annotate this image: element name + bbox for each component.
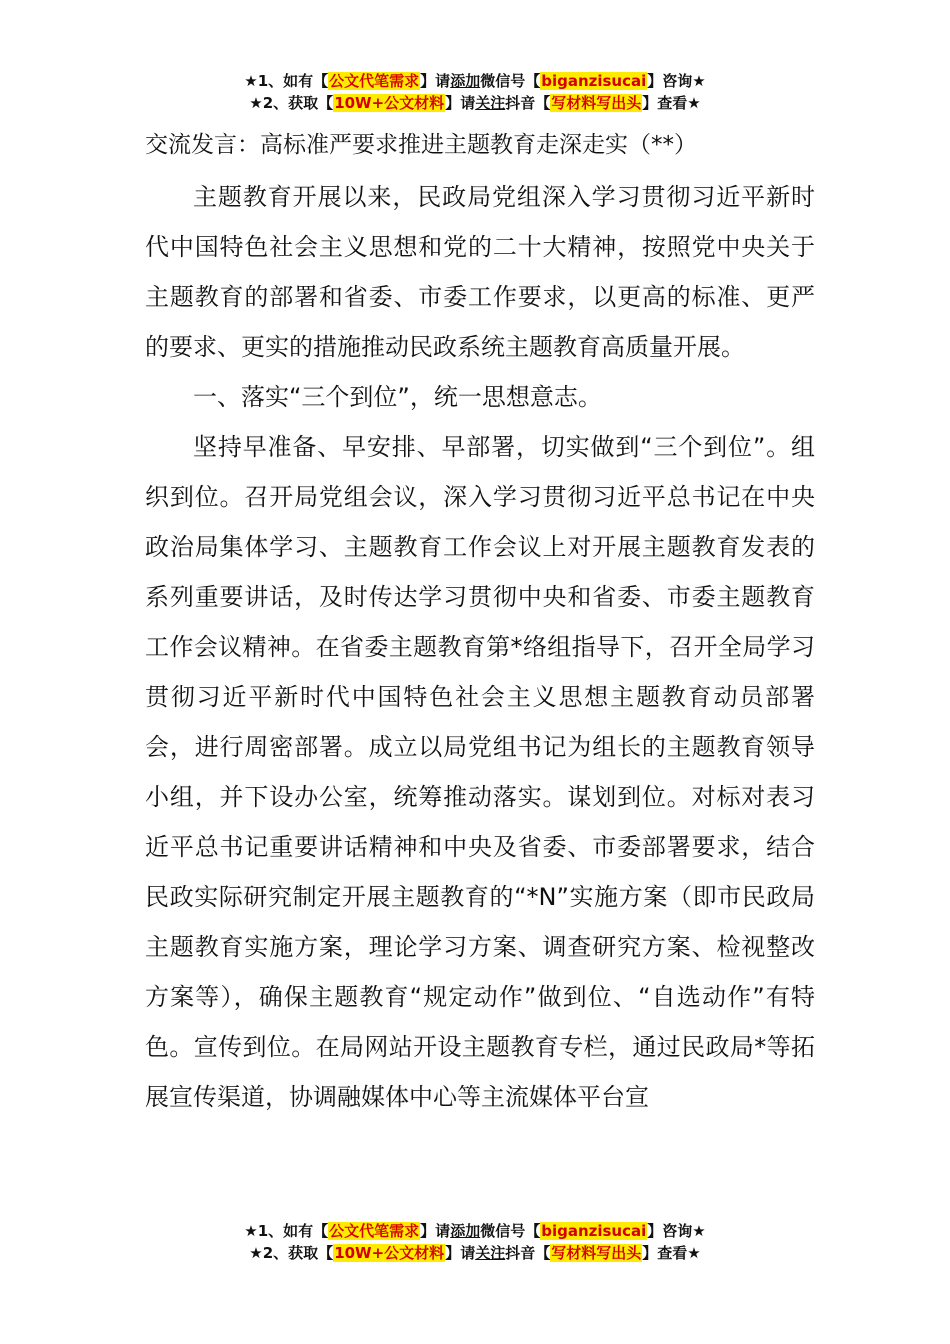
footer-promo-banner	[0, 1220, 950, 1264]
header-promo-banner	[0, 70, 950, 114]
promo-highlight: 10W+公文材料	[334, 94, 445, 112]
promo-highlight: biganzisucai	[541, 72, 647, 90]
promo-line-1	[0, 1220, 950, 1242]
paragraph-section-1: 坚持早准备、早安排、早部署，切实做到“三个到位”。组织到位。召开局党组会议，深入学习贯彻习近平总书记在中央政治局集体学习、主题教育工作会议上对开展主题教育发表的系列重要讲话，及时传达学习贯彻中央和省委、市委主题教育工作会议精神。在省委主题教育第*络组指导下，召开全局学习贯彻习近平新时代中国特色社会主义思想主题教育动员部署会，进行周密部署。成立以局党组书记为组长的主题教育领导小组，并下设办公室，统筹推动落实。谋划到位。对标对表习近平总书记重要讲话精神和中央及省委、市委部署要求，结合民政实际研究制定开展主题教育的“*N”实施方案（即市民政局主题教育实施方案，理论学习方案、调查研究方案、检视整改方案等），确保主题教育“规定动作”做到位、“自选动作”有特色。宣传到位。在局网站开设主题教育专栏，通过民政局*等拓展宣传渠道，协调融媒体中心等主流媒体平台宣	[145, 433, 815, 1111]
promo-highlight: 公文代笔需求	[329, 72, 420, 90]
promo-text: 】查看★	[642, 1244, 701, 1262]
promo-text: 】请	[420, 72, 451, 90]
promo-text: 微信号【	[480, 1222, 541, 1240]
promo-text: ★1、如有【	[244, 1222, 329, 1240]
promo-line-2	[0, 92, 950, 114]
promo-underline: 关注	[475, 1244, 506, 1262]
promo-text: ★2、获取【	[249, 94, 334, 112]
promo-text: 抖音【	[505, 94, 551, 112]
promo-underline: 关注	[475, 94, 506, 112]
promo-text: 微信号【	[480, 72, 541, 90]
promo-line-2	[0, 1242, 950, 1264]
promo-highlight: 10W+公文材料	[334, 1244, 445, 1262]
document-title: 交流发言：高标准严要求推进主题教育走深走实（**）	[145, 132, 697, 158]
promo-text: 】咨询★	[647, 72, 706, 90]
promo-text: 】请	[420, 1222, 451, 1240]
paragraph-intro: 主题教育开展以来，民政局党组深入学习贯彻习近平新时代中国特色社会主义思想和党的二十大精神，按照党中央关于主题教育的部署和省委、市委工作要求，以更高的标准、更严的要求、更实的措施推动民政系统主题教育高质量开展。	[145, 183, 815, 361]
promo-text: 】请	[445, 1244, 476, 1262]
promo-text: 】咨询★	[647, 1222, 706, 1240]
promo-text: 】请	[445, 94, 476, 112]
promo-text: 抖音【	[505, 1244, 551, 1262]
promo-highlight: 写材料写出头	[551, 1244, 642, 1262]
promo-text: 】查看★	[642, 94, 701, 112]
promo-highlight: 公文代笔需求	[329, 1222, 420, 1240]
promo-underline: 添加	[450, 1222, 481, 1240]
promo-line-1	[0, 70, 950, 92]
section-heading-1: 一、落实“三个到位”，统一思想意志。	[193, 383, 602, 411]
document-body	[145, 172, 815, 1122]
promo-highlight: 写材料写出头	[551, 94, 642, 112]
promo-underline: 添加	[450, 72, 481, 90]
promo-text: ★2、获取【	[249, 1244, 334, 1262]
promo-text: ★1、如有【	[244, 72, 329, 90]
promo-highlight: biganzisucai	[541, 1222, 647, 1240]
